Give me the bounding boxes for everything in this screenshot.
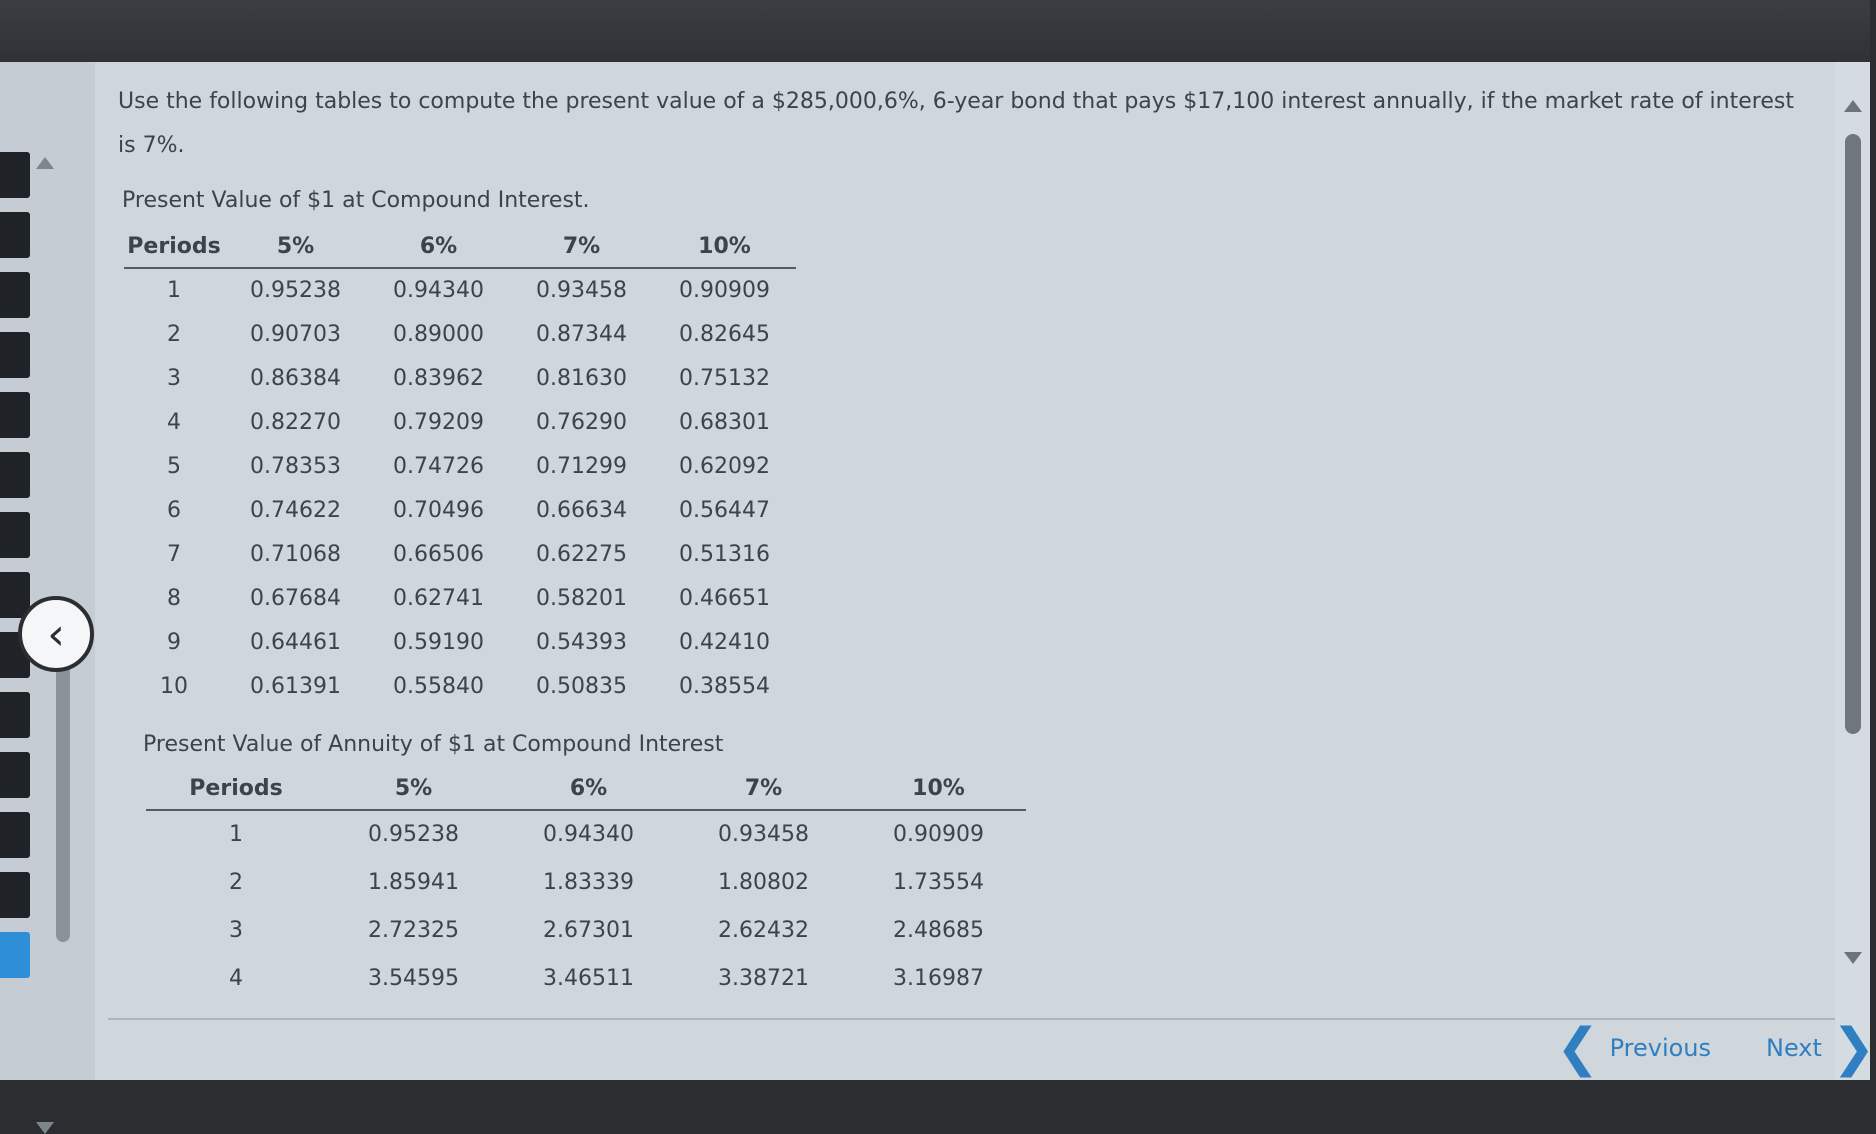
column-header: 7% xyxy=(562,234,601,259)
column-header: 5% xyxy=(394,776,433,801)
scroll-thumb[interactable] xyxy=(1845,134,1861,734)
table-cell: 0.74622 xyxy=(250,497,341,523)
pv-table xyxy=(124,234,796,708)
table-cell: 0.90909 xyxy=(893,822,984,847)
period-cell: 3 xyxy=(167,365,181,391)
table-cell: 0.38554 xyxy=(679,673,770,699)
period-cell: 5 xyxy=(167,453,181,479)
table-cell: 0.78353 xyxy=(250,453,341,479)
table-cell: 0.70496 xyxy=(393,497,484,523)
period-cell: 2 xyxy=(229,869,243,895)
table-cell: 0.83962 xyxy=(393,365,484,391)
table-cell: 3.46511 xyxy=(543,965,634,991)
scroll-up-icon[interactable] xyxy=(1844,100,1862,112)
table-cell: 0.50835 xyxy=(536,673,627,699)
rail-scroll-up-icon[interactable] xyxy=(36,157,54,169)
table-header-row xyxy=(124,234,796,268)
table-cell: 0.71068 xyxy=(250,541,341,567)
content-scrollbar[interactable] xyxy=(1835,62,1870,1080)
table-cell: 3.16987 xyxy=(893,965,984,991)
chevron-left-icon: ‹ xyxy=(47,608,65,660)
period-cell: 2 xyxy=(167,321,181,347)
table-cell: 0.54393 xyxy=(536,629,627,655)
question-item[interactable] xyxy=(0,392,30,438)
rail-scroll-down-icon[interactable] xyxy=(36,1122,54,1134)
question-item-current[interactable] xyxy=(0,932,30,978)
table-cell: 0.74726 xyxy=(393,453,484,479)
table-cell: 0.79209 xyxy=(393,409,484,435)
period-cell: 1 xyxy=(229,822,243,847)
pv-table-caption: Present Value of $1 at Compound Interest. xyxy=(122,188,590,213)
table-row xyxy=(146,954,1026,1002)
table-row xyxy=(124,400,796,444)
question-item[interactable] xyxy=(0,452,30,498)
chevron-right-icon: ❯ xyxy=(1831,1018,1876,1078)
table-cell: 0.93458 xyxy=(718,822,809,847)
table-cell: 2.62432 xyxy=(718,917,809,943)
next-label: Next xyxy=(1766,1034,1822,1062)
question-item[interactable] xyxy=(0,212,30,258)
column-header: 6% xyxy=(569,776,608,801)
question-item[interactable] xyxy=(0,692,30,738)
table-cell: 0.89000 xyxy=(393,321,484,347)
table-row xyxy=(124,664,796,708)
table-cell: 0.59190 xyxy=(393,629,484,655)
table-cell: 0.81630 xyxy=(536,365,627,391)
table-cell: 1.83339 xyxy=(543,869,634,895)
question-text: Use the following tables to compute the present value of a $285,000,6%, 6-year bond that pays $17,100 interest annually, if the market rate of interest is 7%. xyxy=(118,89,1794,158)
table-cell: 0.67684 xyxy=(250,585,341,611)
table-cell: 0.68301 xyxy=(679,409,770,435)
annuity-table-caption: Present Value of Annuity of $1 at Compound Interest xyxy=(143,732,724,757)
table-cell: 0.95238 xyxy=(250,278,341,303)
table-cell: 0.51316 xyxy=(679,541,770,567)
question-item[interactable] xyxy=(0,512,30,558)
table-cell: 0.46651 xyxy=(679,585,770,611)
scroll-down-icon[interactable] xyxy=(1844,952,1862,964)
table-row xyxy=(124,532,796,576)
table-cell: 0.76290 xyxy=(536,409,627,435)
table-cell: 0.58201 xyxy=(536,585,627,611)
question-item[interactable] xyxy=(0,332,30,378)
column-header: 10% xyxy=(698,234,751,259)
question-item[interactable] xyxy=(0,812,30,858)
period-cell: 7 xyxy=(167,541,181,567)
question-item[interactable] xyxy=(0,272,30,318)
table-cell: 0.90909 xyxy=(679,278,770,303)
table-cell: 2.67301 xyxy=(543,917,634,943)
table-cell: 0.56447 xyxy=(679,497,770,523)
period-cell: 4 xyxy=(229,965,243,991)
table-cell: 0.42410 xyxy=(679,629,770,655)
period-cell: 4 xyxy=(167,409,181,435)
table-row xyxy=(124,576,796,620)
question-item[interactable] xyxy=(0,872,30,918)
table-cell: 0.94340 xyxy=(543,822,634,847)
table-cell: 0.82645 xyxy=(679,321,770,347)
table-row xyxy=(146,906,1026,954)
table-row xyxy=(124,444,796,488)
column-header: 10% xyxy=(912,776,965,801)
question-item[interactable] xyxy=(0,752,30,798)
table-row xyxy=(124,620,796,664)
table-cell: 3.54595 xyxy=(368,965,459,991)
chevron-left-icon: ❮ xyxy=(1556,1018,1600,1078)
column-header: Periods xyxy=(127,234,221,259)
table-cell: 0.94340 xyxy=(393,278,484,303)
table-cell: 3.38721 xyxy=(718,965,809,991)
table-row xyxy=(124,312,796,356)
table-row xyxy=(146,810,1026,858)
period-cell: 8 xyxy=(167,585,181,611)
table-cell: 1.80802 xyxy=(718,869,809,895)
table-cell: 0.71299 xyxy=(536,453,627,479)
question-item[interactable] xyxy=(0,152,30,198)
period-cell: 6 xyxy=(167,497,181,523)
table-row xyxy=(124,488,796,532)
period-cell: 3 xyxy=(229,917,243,943)
table-cell: 0.66634 xyxy=(536,497,627,523)
table-cell: 0.87344 xyxy=(536,321,627,347)
table-cell: 0.75132 xyxy=(679,365,770,391)
top-bar xyxy=(0,0,1870,62)
table-cell: 0.62092 xyxy=(679,453,770,479)
table-row xyxy=(146,858,1026,906)
table-cell: 0.62741 xyxy=(393,585,484,611)
period-cell: 1 xyxy=(167,278,181,303)
table-cell: 0.82270 xyxy=(250,409,341,435)
table-header-row xyxy=(146,776,1026,810)
annuity-table xyxy=(146,776,1026,1002)
collapse-rail-button[interactable] xyxy=(18,596,94,672)
column-header: 6% xyxy=(419,234,458,259)
table-cell: 0.55840 xyxy=(393,673,484,699)
period-cell: 9 xyxy=(167,629,181,655)
previous-button[interactable] xyxy=(1556,1018,1711,1078)
table-cell: 2.48685 xyxy=(893,917,984,943)
table-cell: 1.85941 xyxy=(368,869,459,895)
table-cell: 0.66506 xyxy=(393,541,484,567)
table-cell: 0.64461 xyxy=(250,629,341,655)
column-header: 7% xyxy=(744,776,783,801)
table-cell: 0.93458 xyxy=(536,278,627,303)
table-cell: 0.61391 xyxy=(250,673,341,699)
period-cell: 10 xyxy=(160,673,188,699)
next-button[interactable] xyxy=(1766,1018,1876,1078)
previous-label: Previous xyxy=(1609,1034,1712,1062)
table-cell: 0.95238 xyxy=(368,822,459,847)
table-cell: 0.86384 xyxy=(250,365,341,391)
table-cell: 1.73554 xyxy=(893,869,984,895)
table-row xyxy=(124,268,796,312)
table-cell: 2.72325 xyxy=(368,917,459,943)
table-row xyxy=(124,356,796,400)
table-cell: 0.90703 xyxy=(250,321,341,347)
column-header: 5% xyxy=(276,234,315,259)
table-cell: 0.62275 xyxy=(536,541,627,567)
question-nav-rail xyxy=(0,62,95,1080)
column-header: Periods xyxy=(189,776,283,801)
